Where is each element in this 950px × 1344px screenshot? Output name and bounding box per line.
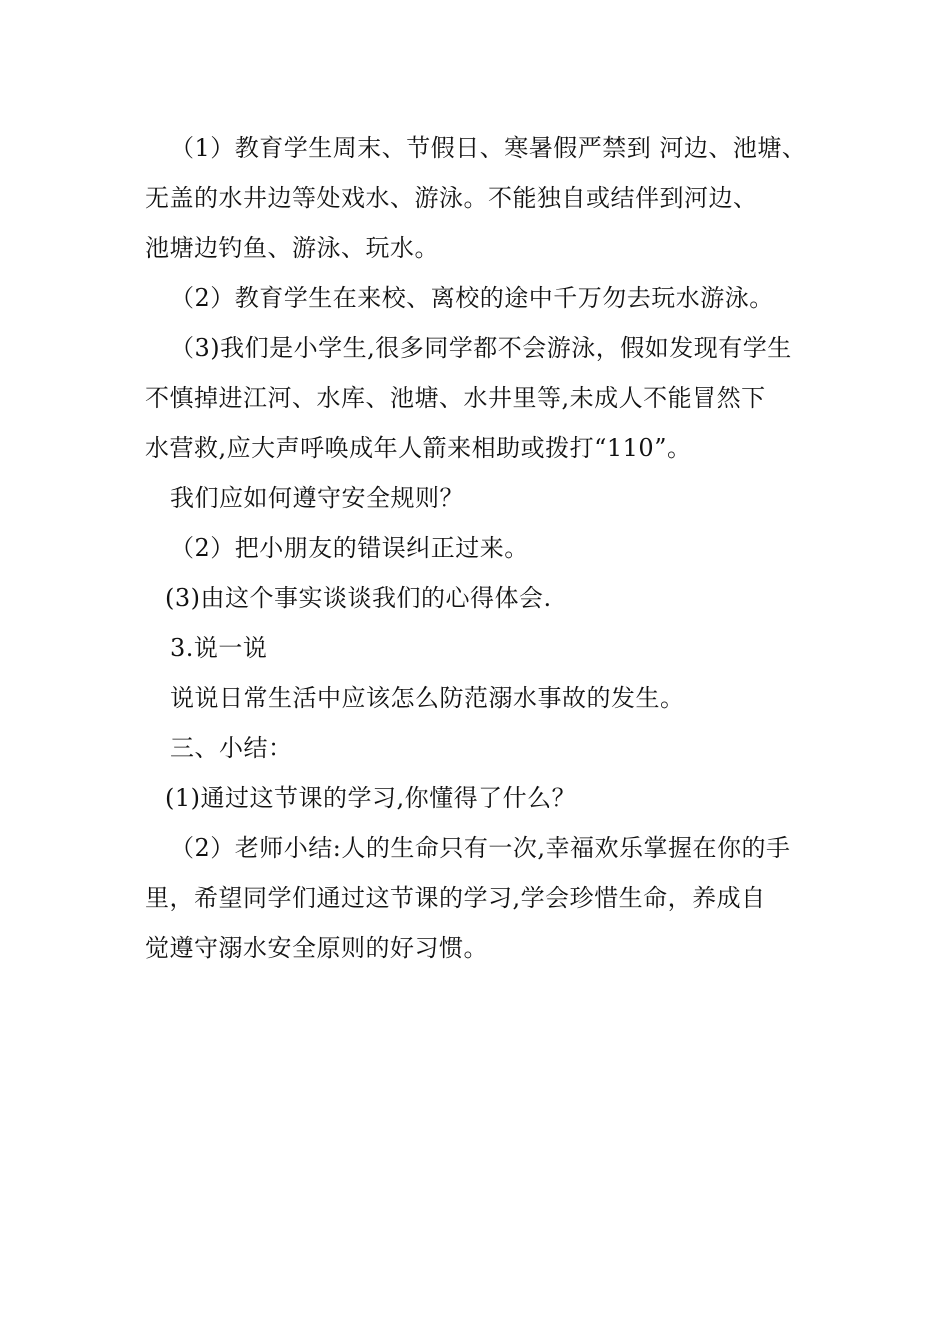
section-heading: 三、小结： [170,734,293,762]
paragraph-line: (1)通过这节课的学习,你懂得了什么？ [165,784,577,812]
paragraph-line: （3)我们是小学生,很多同学都不会游泳，假如发现有学生 [170,334,792,362]
paragraph-line: 无盖的水井边等处戏水、游泳。不能独自或结伴到河边、 [145,184,758,212]
paragraph-line: （2）把小朋友的错误纠正过来。 [170,534,529,562]
paragraph-line: 我们应如何遵守安全规则？ [170,484,464,512]
paragraph-line: 水营救,应大声呼唤成年人箭来相助或拨打“110”。 [145,434,692,462]
paragraph-line: 不慎掉进江河、水库、池塘、水井里等,未成人不能冒然下 [145,384,766,412]
paragraph-line: (3)由这个事实谈谈我们的心得体会. [165,584,552,612]
paragraph-line: 里，希望同学们通过这节课的学习,学会珍惜生命，养成自 [145,884,766,912]
paragraph-line: 池塘边钓鱼、游泳、玩水。 [145,234,439,262]
paragraph-line: （2）教育学生在来校、离校的途中千万勿去玩水游泳。 [170,284,774,312]
section-heading: 3.说一说 [170,634,268,662]
paragraph-line: 觉遵守溺水安全原则的好习惯。 [145,934,488,962]
paragraph-line: 说说日常生活中应该怎么防范溺水事故的发生。 [170,684,685,712]
paragraph-line: （1）教育学生周末、节假日、寒暑假严禁到 河边、池塘、 [170,134,807,162]
paragraph-line: （2）老师小结:人的生命只有一次,幸福欢乐掌握在你的手 [170,834,791,862]
